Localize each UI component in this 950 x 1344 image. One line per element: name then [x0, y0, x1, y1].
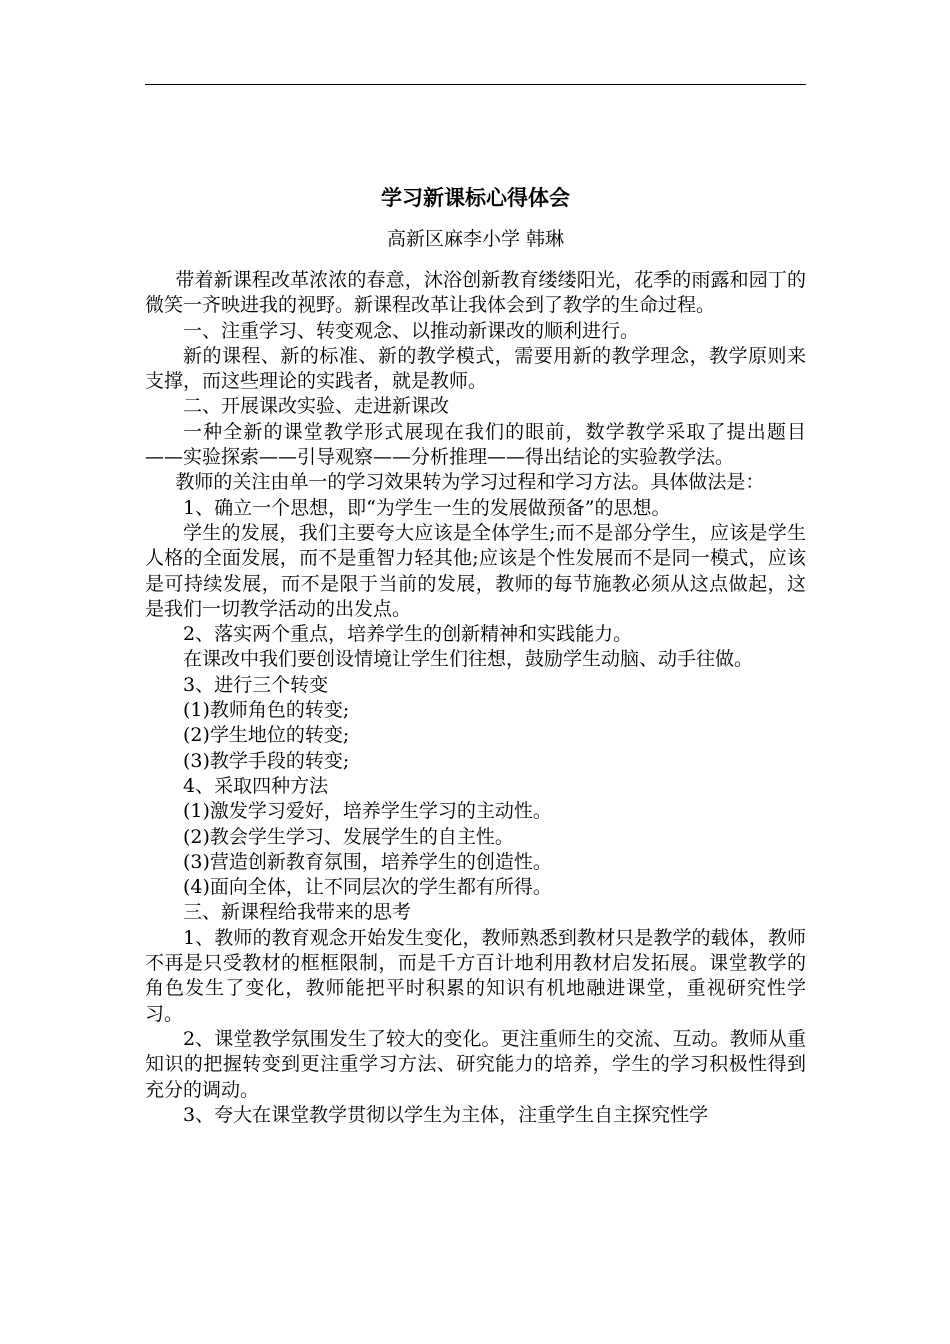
body-paragraph: 带着新课程改革浓浓的春意，沐浴创新教育缕缕阳光，花季的雨露和园丁的微笑一齐映进我的视野。新课程改革让我体会到了教学的生命过程。 [145, 269, 806, 317]
body-paragraph: 3、进行三个转变 [183, 673, 329, 696]
body-paragraph: 新的课程、新的标准、新的教学模式，需要用新的教学理念，教学原则来支撑，而这些理论的实践者，就是教师。 [145, 344, 806, 393]
body-paragraph: 1、教师的教育观念开始发生变化，教师熟悉到教材只是教学的载体，教师不再是只受教材的框框限制，而是千方百计地利用教材启发拓展。课堂教学的角色发生了变化，教师能把平时积累的知识有机地融进课堂，重视研究性学习。 [145, 926, 806, 1025]
body-paragraph: 3、夸大在课堂教学贯彻以学生为主体，注重学生自主探究性学 [183, 1103, 709, 1126]
body-paragraph: (2)教会学生学习、发展学生的自主性。 [183, 825, 514, 848]
body-paragraph: 1、确立一个思想，即“为学生一生的发展做预备”的思想。 [183, 496, 671, 519]
document-title: 学习新课标心得体会 [381, 185, 570, 210]
body-paragraph: 学生的发展，我们主要夸大应该是全体学生;而不是部分学生，应该是学生人格的全面发展，而不是重智力轻其他;应该是个性发展而不是同一模式，应该是可持续发展，而不是限于当前的发展，教师的每节施教必须从这点做起，这是我们一切教学活动的出发点。 [145, 521, 806, 620]
header-rule [145, 84, 806, 85]
body-paragraph: (3)营造创新教育氛围，培养学生的创造性。 [183, 850, 552, 873]
body-paragraph: (3)教学手段的转变; [183, 749, 350, 772]
body-paragraph: 一、注重学习、转变观念、以推动新课改的顺利进行。 [183, 319, 640, 342]
body-paragraph: 三、新课程给我带来的思考 [183, 901, 412, 924]
body-paragraph: (1)教师角色的转变; [183, 699, 350, 722]
body-paragraph: 4、采取四种方法 [183, 774, 329, 797]
body-paragraph: 2、落实两个重点，培养学生的创新精神和实践能力。 [183, 623, 633, 646]
body-paragraph: 教师的关注由单一的学习效果转为学习过程和学习方法。具体做法是： [175, 471, 765, 494]
body-paragraph: 二、开展课改实验、走进新课改 [183, 395, 450, 418]
body-paragraph: 一种全新的课堂教学形式展现在我们的眼前，数学教学采取了提出题目——实验探索——引导观察——分析推理——得出结论的实验教学法。 [145, 420, 806, 469]
document-body [145, 268, 806, 1128]
document-author: 高新区麻李小学 韩琳 [386, 228, 565, 250]
body-paragraph: 在课改中我们要创设情境让学生们往想，鼓励学生动脑、动手往做。 [183, 648, 754, 671]
body-paragraph: 2、课堂教学氛围发生了较大的变化。更注重师生的交流、互动。教师从重知识的把握转变到更注重学习方法、研究能力的培养，学生的学习积极性得到充分的调动。 [145, 1027, 806, 1101]
body-paragraph: (4)面向全体，让不同层次的学生都有所得。 [183, 876, 552, 899]
body-paragraph: (2)学生地位的转变; [183, 724, 350, 747]
body-paragraph: (1)激发学习爱好，培养学生学习的主动性。 [183, 800, 552, 823]
